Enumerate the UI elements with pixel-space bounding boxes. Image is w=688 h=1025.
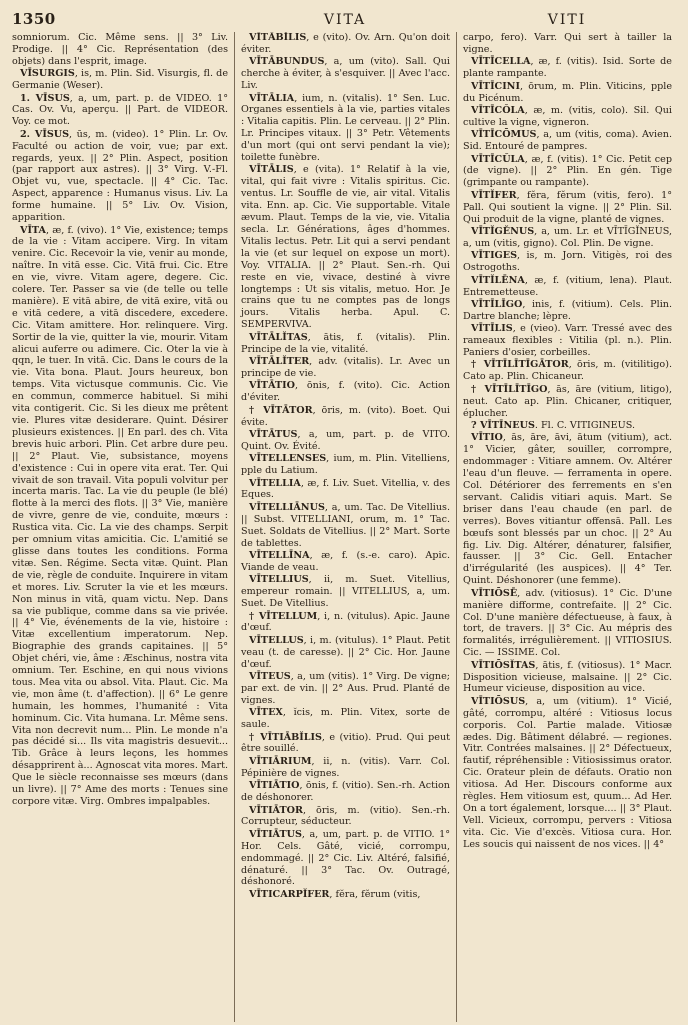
dictionary-entry: † VĪTELLUM, i, n. (vitulus). Apic. Jaune d'œuf.	[241, 610, 450, 634]
headword: VĪTĀBUNDUS	[249, 56, 325, 68]
dictionary-entry: VĪTĀLĬTAS, ātis, f. (vitalis). Plin. Principe de la vie, vitalité.	[241, 331, 450, 355]
headword: VĪTĬFER	[471, 189, 517, 201]
headword: VĪTELLĪNA	[249, 549, 310, 561]
page-header	[12, 10, 678, 32]
dictionary-entry: † VĪTĪLĪTĪGĀTOR, ōris, m. (vitilitigo). Cato ap. Plin. Chicaneur.	[463, 359, 672, 383]
headword: † VĪTIĀBĬLIS	[249, 731, 322, 743]
dictionary-entry: somniorum. Cic. Même sens. || 3° Liv. Prodige. || 4° Cic. Représentation (des objets) dans l'esprit, image.	[12, 32, 228, 67]
headword: VĪTIGES	[471, 250, 517, 262]
dictionary-entry: VĪTIŌSUS, a, um (vitium). 1° Vicié, gâté, corrompu, altéré : Vitiosus locus corporis. Col. Partie malade. Vitiosæ ædes. Dig. Bâtiment délabré. — regiones. Vitr. Contrées malsaines. || 2° Défectueux, fautif, répréhensible : Vitiosissimus orator. Cic. Orateur plein de défauts. Oratio non vitiosa. Ad Her. Discours conforme aux règles. Hem vitiosum est, quum... Ad Her. On a tort également, lorsque.... || 3° Plaut. Vell. Vicieux, corrompu, pervers : Vitiosa vita. Cic. Vie d'excès. Vitiosa cura. Hor. Les soucis qui naissent de nos vices. || 4°	[463, 695, 672, 850]
headword: VĪTIĀTIO	[249, 780, 300, 792]
headword: VĪTELLIUS	[249, 574, 309, 586]
headword: VĪTELLIĀNUS	[249, 501, 325, 513]
headword: VĪSURGIS	[20, 68, 75, 80]
headword: VĪTĀLIS	[249, 164, 294, 176]
headword: VĪTĪCŌMUS	[471, 129, 537, 141]
headword: 1. VĪSUS	[20, 92, 70, 104]
columns	[12, 32, 678, 1022]
dictionary-entry: † VĪTIĀBĬLIS, e (vitio). Prud. Qui peut être souillé.	[241, 731, 450, 755]
headword: † VĪTĪLĪTĪGO	[471, 383, 548, 395]
headword: VĪTIŌSĒ	[471, 587, 518, 599]
headword: VĪTĪLĪGO	[471, 298, 523, 310]
dictionary-entry: VĪTEUS, a, um (vitis). 1° Virg. De vigne; par ext. de vin. || 2° Aus. Prud. Planté de vignes.	[241, 671, 450, 706]
headword: VĪTIŌSUS	[471, 695, 526, 707]
dictionary-entry: VĪTIĀTOR, ōris, m. (vitio). Sen.-rh. Corrupteur, séducteur.	[241, 804, 450, 828]
headword: † VĪTĀTOR	[249, 404, 313, 416]
headword: VĪTĀLĬTER	[249, 355, 310, 367]
headword: VĪTEX	[249, 707, 283, 719]
headword: VĪTELLENSES	[249, 453, 327, 465]
headword: VĪTĪCELLA	[471, 56, 531, 68]
headword: VĪTĪLIS	[471, 323, 513, 335]
dictionary-entry: VĪTĀLIA, ium, n. (vitalis). 1° Sen. Luc. Organes essentiels à la vie, parties vitales : Vitalia capitis. Plin. Le cerveau. || 2° Plin. Lr. Principes vitaux. || 3° Petr. Vêtements d'un mort (qui ont servi pendant la vie); toilette funèbre.	[241, 92, 450, 164]
dictionary-entry: VĪTIGES, is, m. Jorn. Vitigès, roi des Ostrogoths.	[463, 250, 672, 274]
dictionary-entry: † VĪTĪLĪTĪGO, ās, āre (vitium, litigo), neut. Cato ap. Plin. Chicaner, critiquer, éplucher.	[463, 383, 672, 419]
dictionary-entry: VĪTĀBUNDUS, a, um (vito). Sall. Qui cherche à éviter, à s'esquiver. || Avec l'acc. Liv.	[241, 56, 450, 92]
headword: VĪTĪCŎLA	[471, 104, 525, 116]
dictionary-entry: 1. VĪSUS, a, um, part. p. de VIDEO. 1° Cas. Ov. Vu, aperçu. || Part. de VIDEOR. Voy. ce mot.	[12, 92, 228, 128]
headword: VĪTELLUS	[249, 634, 304, 646]
headword: VĪTĬLĒNA	[471, 274, 525, 286]
headword: VĪTĀTUS	[249, 428, 298, 440]
dictionary-entry: 2. VĪSUS, ūs, m. (video). 1° Plin. Lr. Ov. Faculté ou action de voir, vue; par ext. regards, yeux. || 2° Plin. Aspect, position (par rapport aux astres). || 3° Virg. V.-Fl. Objet vu, vue, spectacle. || 4° Cic. Tac. Aspect, apparence : Humanus visus. Liv. La forme humaine. || 5° Liv. Ov. Vision, apparition.	[12, 128, 228, 224]
dictionary-entry: VĪTĀLĬTER, adv. (vitalis). Lr. Avec un principe de vie.	[241, 355, 450, 379]
dictionary-entry: VĪTIŌSĬTAS, ātis, f. (vitiosus). 1° Macr. Disposition vicieuse, malsaine. || 2° Cic. Humeur vicieuse, disposition au vice.	[463, 659, 672, 695]
headword: ? VĪTĪNEUS	[471, 420, 535, 431]
headword: 2. VĪSUS	[20, 128, 70, 140]
dictionary-entry: VĪSURGIS, is, m. Plin. Sid. Visurgis, fl. de Germanie (Weser).	[12, 68, 228, 92]
dictionary-entry: VĪTELLIĀNUS, a, um. Tac. De Vitellius. || Subst. VITELLIANI, orum, m. 1° Tac. Suet. Soldats de Vitellius. || 2° Mart. Sorte de tablettes.	[241, 501, 450, 549]
headword: VĪTIŌSĬTAS	[471, 659, 536, 671]
dictionary-entry: VĪTĪCŌMUS, a, um (vitis, coma). Avien. Sid. Entouré de pampres.	[463, 129, 672, 153]
column-right	[456, 32, 678, 1022]
dictionary-entry: VĪTĀBĬLIS, e (vito). Ov. Arn. Qu'on doit éviter.	[241, 32, 450, 55]
dictionary-entry: VĪTĬLĒNA, æ, f. (vitium, lena). Plaut. Entremetteuse.	[463, 274, 672, 298]
dictionary-entry: VĪTĀTIO, ōnis, f. (vito). Cic. Action d'éviter.	[241, 380, 450, 404]
headword: VĪTĀBĬLIS	[249, 32, 307, 43]
dictionary-entry: carpo, fero). Varr. Qui sert à tailler la vigne.	[463, 32, 672, 55]
dictionary-entry: VĪTĀTUS, a, um, part. p. de VITO. Quint. Ov. Évité.	[241, 428, 450, 452]
dictionary-entry: VĪTIĀTIO, ōnis, f. (vitio). Sen.-rh. Action de déshonorer.	[241, 780, 450, 804]
headword: VĪTIĀRIUM	[249, 755, 312, 767]
dictionary-entry: VĪTIĀRIUM, ii, n. (vitis). Varr. Col. Pépinière de vignes.	[241, 755, 450, 779]
headword: VĪTIĀTUS	[249, 828, 302, 840]
dictionary-entry: VĪTELLENSES, ium, m. Plin. Vitelliens, pple du Latium.	[241, 453, 450, 477]
dictionary-entry: VĪTELLIA, æ, f. Liv. Suet. Vitellia, v. des Eques.	[241, 477, 450, 501]
column-left	[12, 32, 234, 1022]
headword: VĪTICARPĬFER	[249, 888, 330, 900]
headword: † VĪTĪLĪTĪGĀTOR	[471, 359, 569, 371]
running-title-right: VITI	[547, 12, 587, 28]
headword: VĪTĪCINI	[471, 80, 520, 92]
dictionary-entry: VĪTĬGĔNUS, a, um. Lr. et VĪTĪGĬNEUS, a, um (vitis, gigno). Col. Plin. De vigne.	[463, 226, 672, 249]
dictionary-entry: † VĪTĀTOR, ōris, m. (vito). Boet. Qui évite.	[241, 404, 450, 428]
running-title-left: VITA	[323, 12, 367, 28]
dictionary-entry: ? VĪTĪNEUS. Fl. C. VITIGINEUS.	[471, 420, 636, 431]
dictionary-entry: VĪTIO, ās, āre, āvi, ātum (vitium), act. 1° Vicier, gâter, souiller, corrompre, endommager : Vitiare amnem. Ov. Altérer l'eau d'un fleuve. — ferramenta in opere. Col. Détériorer des ferrements en s'en servant. Calidis vitiari aquis. Mart. Se briser dans l'eau chaude (en parl. de verres). Boves vitiantur offensā. Pall. Les bœufs sont blessés par un choc. || 2° Au fig. Liv. Dig. Altérer, dénaturer, falsifier, fausser. || 3° Cic. Gell. Entacher d'irrégularité (les auspices). || 4° Ter. Quint. Déshonorer (une femme).	[463, 432, 672, 587]
headword: VĪTIĀTOR	[249, 804, 303, 816]
dictionary-entry: VĪTELLUS, i, m. (vitulus). 1° Plaut. Petit veau (t. de caresse). || 2° Cic. Hor. Jaune d'œuf.	[241, 634, 450, 670]
headword: VĪTEUS	[249, 671, 291, 683]
dictionary-entry: VĪTĪCELLA, æ, f. (vitis). Isid. Sorte de plante rampante.	[463, 56, 672, 80]
headword: VĪTĪCŬLA	[471, 153, 525, 165]
headword: VĪTĀLĬTAS	[249, 331, 308, 343]
headword: VĪTĀLIA	[249, 92, 295, 104]
dictionary-entry: VĪTĪLĪGO, inis, f. (vitium). Cels. Plin. Dartre blanche; lèpre.	[463, 298, 672, 322]
dictionary-entry: VĪTEX, ĭcis, m. Plin. Vitex, sorte de saule.	[241, 707, 450, 731]
dictionary-entry: VĪTA, æ, f. (vivo). 1° Vie, existence; temps de la vie : Vitam accipere. Virg. In vitam venire. Cic. Recevoir la vie, venir au monde, naître. In vitā esse. Cic. Vitā frui. Cic. Etre en vie, vivre. Vitam agere, degere. Cic. colere. Ter. Passer sa vie (de telle ou telle manière). E vitā abire, de vitā exire, vitā ou e vitā cedere, a vitā discedere, excedere. Cic. Vitam amittere. Hor. relinquere. Virg. Sortir de la vie, quitter la vie, mourir. Vitam alicui auferre ou adimere. Cic. Oter la vie à qqn, le tuer. In vitā. Cic. Dans le cours de la vie. Vita bona. Plaut. Jours heureux, bon temps. Vita victusque communis. Cic. Vie en commun, commerce habituel. Si mihi vita contigerit. Cic. Si les dieux me prêtent vie. Plures vitæ desiderare. Quint. Désirer plusieurs existences. || En parl. des ch. Vita brevis huic arbori. Plin. Cet arbre dure peu. || 2° Plaut. Vie, subsistance, moyens d'existence : Cui in opere vita erat. Ter. Qui vivait de son travail. Vita populi volvitur per incerta maris. Tac. La vie du peuple (le blé) flotte à la merci des flots. || 3° Vie, manière de vivre, genre de vie, conduite, mœurs : Rustica vita. Cic. La vie des champs. Serpit per omnium vitas amicitia. Cic. L'amitié se glisse dans toutes les conditions. Forma vitæ. Sen. Régime. Secta vitæ. Quint. Plan de vie, règle de conduite. Inquirere in vitam et mores. Liv. Scruter la vie et les mœurs. Non minus in vitā, quam victu. Nep. Dans sa vie publique, comme dans sa vie privée. || 4° Vie, événements de la vie, histoire : Vitæ excellentium imperatorum. Nep. Biographie des grands capitaines. || 5° Objet chéri, vie, âme : Æschinus, nostra vita omnium. Ter. Eschine, en qui nous vivions tous. Mea vita ou absol. Vita. Plaut. Cic. Ma vie, mon âme (t. d'affection). || 6° Le genre humain, les hommes, l'humanité : Vita hominum. Cic. Vita humana. Lr. Même sens. Vita non decrevit num... Plin. Le monde n'a pas décidé si... Ils vita magistris desuevit... Tib. Grâce à leurs leçons, les hommes désapprirent à... Agnoscat vita mores. Mart. Que le siècle reconnaisse ses mœurs (dans un livre). || 7° Ame des morts : Tenues sine corpore vitæ. Virg. Ombres impalpables.	[12, 224, 228, 807]
headword: VĪTĬGĔNUS	[471, 226, 535, 237]
page-number: 1350	[12, 10, 56, 28]
headword: VĪTĀTIO	[249, 380, 295, 392]
dictionary-entry: VĪTICARPĬFER, fĕra, fĕrum (vitis,	[249, 888, 421, 900]
dictionary-entry: VĪTIĀTUS, a, um, part. p. de VITIO. 1° Hor. Cels. Gâté, vicié, corrompu, endommagé. || 2° Cic. Liv. Altéré, falsifié, dénaturé. || 3° Tac. Ov. Outragé, déshonoré.	[241, 828, 450, 888]
dictionary-entry: VĪTĪCINI, ōrum, m. Plin. Viticins, pple du Picénum.	[463, 80, 672, 104]
dictionary-entry: VĪTELLIUS, ii, m. Suet. Vitellius, empereur romain. || VITELLIUS, a, um. Suet. De Vitellius.	[241, 574, 450, 610]
dictionary-entry: VĪTĪLIS, e (vieo). Varr. Tressé avec des rameaux flexibles : Vitilia (pl. n.). Plin. Paniers d'osier, corbeilles.	[463, 323, 672, 359]
dictionary-entry: VĪTĪCŬLA, æ, f. (vitis). 1° Cic. Petit cep (de vigne). || 2° Plin. En gén. Tige (grimpante ou rampante).	[463, 153, 672, 189]
headword: VĪTELLIA	[249, 477, 301, 489]
headword: VĪTIO	[471, 432, 503, 444]
dictionary-entry: VĪTĀLIS, e (vita). 1° Relatif à la vie, vital, qui fait vivre : Vitalis spiritus. Cic. ventus. Lr. Souffle de vie, air vital. Vitalis vita. Enn. ap. Cic. Vie supportable. Vitale ævum. Plaut. Temps de la vie, vie. Vitalia secla. Lr. Générations, âges d'hommes. Vitalis lectus. Petr. Lit qui a servi pendant la vie (et sur lequel on expose un mort). Voy. VITALIA. || 2° Plaut. Sen.-rh. Qui reste en vie, vivace, destiné à vivre longtemps : Ut sis vitalis, metuo. Hor. Je crains que tu ne comptes pas de longs jours. Vitalis herba. Apul. C. SEMPERVIVA.	[241, 164, 450, 331]
headword: † VĪTELLUM	[249, 610, 318, 622]
dictionary-entry: VĪTĪCŎLA, æ, m. (vitis, colo). Sil. Qui cultive la vigne, vigneron.	[463, 104, 672, 128]
dictionary-entry: VĪTIŌSĒ, adv. (vitiosus). 1° Cic. D'une manière difforme, contrefaite. || 2° Cic. Col. D'une manière défectueuse, à faux, à tort, de travers. || 3° Cic. Au mépris des formalités, irrégulièrement. || VITIOSIUS. Cic. — ISSIME. Col.	[463, 587, 672, 659]
dictionary-entry: VĪTELLĪNA, æ, f. (s.-e. caro). Apic. Viande de veau.	[241, 549, 450, 573]
headword: VĪTA	[20, 224, 46, 236]
dictionary-entry: VĪTĬFER, fĕra, fĕrum (vitis, fero). 1° Pall. Qui soutient la vigne. || 2° Plin. Sil. Qui produit de la vigne, planté de vignes.	[463, 189, 672, 225]
column-middle	[234, 32, 456, 1022]
